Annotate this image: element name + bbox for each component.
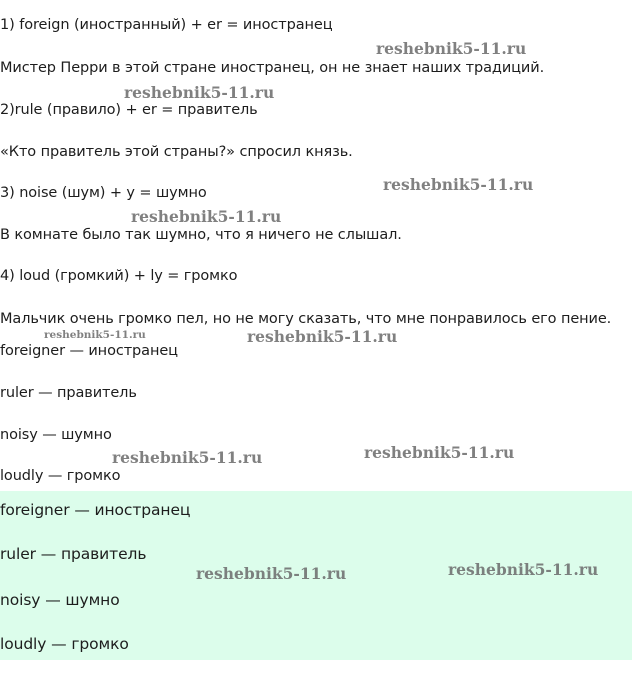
answer-item: ruler — правитель — [0, 545, 147, 563]
watermark: reshebnik5-11.ru — [247, 327, 398, 346]
word-list-item: loudly — громко — [0, 468, 121, 484]
word-list-item: foreigner — иностранец — [0, 343, 178, 359]
answer-item: foreigner — иностранец — [0, 501, 191, 519]
exercise-1-formula: 1) foreign (иностранный) + er = иностранец — [0, 17, 333, 33]
watermark: reshebnik5-11.ru — [44, 329, 146, 341]
watermark: reshebnik5-11.ru — [131, 207, 282, 226]
exercise-3-formula: 3) noise (шум) + y = шумно — [0, 185, 207, 201]
exercise-3-sentence: В комнате было так шумно, что я ничего не слышал. — [0, 227, 402, 243]
exercise-4-sentence: Мальчик очень громко пел, но не могу сказать, что мне понравилось его пение. — [0, 311, 612, 327]
watermark: reshebnik5-11.ru — [364, 443, 515, 462]
watermark: reshebnik5-11.ru — [112, 448, 263, 467]
watermark: reshebnik5-11.ru — [124, 83, 275, 102]
watermark: reshebnik5-11.ru — [376, 39, 527, 58]
exercise-4-formula: 4) loud (громкий) + ly = громко — [0, 268, 238, 284]
answer-item: noisy — шумно — [0, 591, 120, 609]
answer-item: loudly — громко — [0, 635, 129, 653]
word-list-item: ruler — правитель — [0, 385, 137, 401]
word-list-item: noisy — шумно — [0, 427, 112, 443]
exercise-1-sentence: Мистер Перри в этой стране иностранец, он не знает наших традиций. — [0, 60, 545, 76]
watermark: reshebnik5-11.ru — [383, 175, 534, 194]
exercise-2-sentence: «Кто правитель этой страны?» спросил князь. — [0, 144, 353, 160]
watermark: reshebnik5-11.ru — [448, 560, 599, 579]
watermark: reshebnik5-11.ru — [196, 564, 347, 583]
exercise-2-formula: 2)rule (правило) + er = правитель — [0, 102, 258, 118]
